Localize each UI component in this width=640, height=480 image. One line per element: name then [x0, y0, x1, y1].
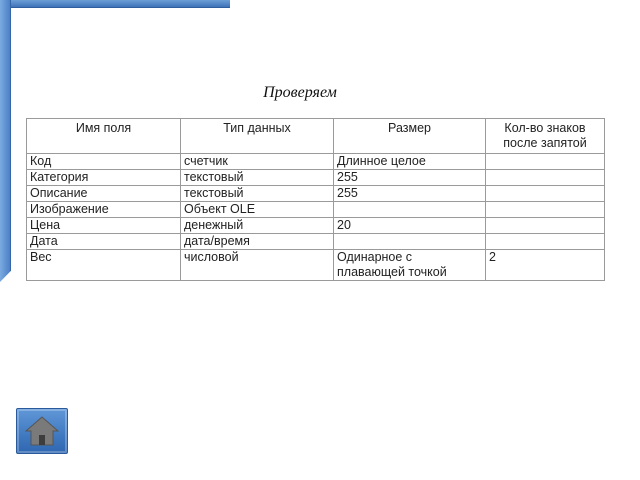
- table-row: [27, 218, 605, 234]
- cell-size: [334, 234, 486, 250]
- table-row: [27, 170, 605, 186]
- cell-decimal-places: [486, 202, 605, 218]
- table-row: [27, 154, 605, 170]
- cell-decimal-places: 2: [486, 250, 605, 281]
- cell-decimal-places: [486, 186, 605, 202]
- cell-data-type: денежный: [181, 218, 334, 234]
- home-button[interactable]: [16, 408, 68, 454]
- table-row: [27, 250, 605, 281]
- cell-size: [334, 202, 486, 218]
- cell-field-name: Категория: [27, 170, 181, 186]
- cell-decimal-places: [486, 154, 605, 170]
- cell-decimal-places: [486, 234, 605, 250]
- cell-data-type: текстовый: [181, 186, 334, 202]
- decorative-top-bar: [0, 0, 230, 8]
- cell-data-type: счетчик: [181, 154, 334, 170]
- header-decimal-places: Кол-во знаков после запятой: [486, 119, 605, 154]
- cell-decimal-places: [486, 170, 605, 186]
- cell-data-type: текстовый: [181, 170, 334, 186]
- cell-size: 255: [334, 170, 486, 186]
- table-row: [27, 186, 605, 202]
- cell-field-name: Дата: [27, 234, 181, 250]
- cell-data-type: Объект OLE: [181, 202, 334, 218]
- table-row: [27, 202, 605, 218]
- header-size: Размер: [334, 119, 486, 154]
- cell-size: 20: [334, 218, 486, 234]
- cell-field-name: Описание: [27, 186, 181, 202]
- cell-decimal-places: [486, 218, 605, 234]
- cell-size: 255: [334, 186, 486, 202]
- slide-title: Проверяем: [263, 84, 337, 101]
- cell-size: Одинарное с плавающей точкой: [334, 250, 486, 281]
- cell-data-type: дата/время: [181, 234, 334, 250]
- cell-field-name: Изображение: [27, 202, 181, 218]
- table-row: [27, 234, 605, 250]
- decorative-left-bar: [0, 0, 11, 282]
- cell-field-name: Цена: [27, 218, 181, 234]
- fields-table: [26, 118, 605, 281]
- header-data-type: Тип данных: [181, 119, 334, 154]
- cell-field-name: Код: [27, 154, 181, 170]
- cell-data-type: числовой: [181, 250, 334, 281]
- cell-field-name: Вес: [27, 250, 181, 281]
- header-field-name: Имя поля: [27, 119, 181, 154]
- table-header-row: [27, 119, 605, 154]
- cell-size: Длинное целое: [334, 154, 486, 170]
- home-icon: [25, 415, 59, 447]
